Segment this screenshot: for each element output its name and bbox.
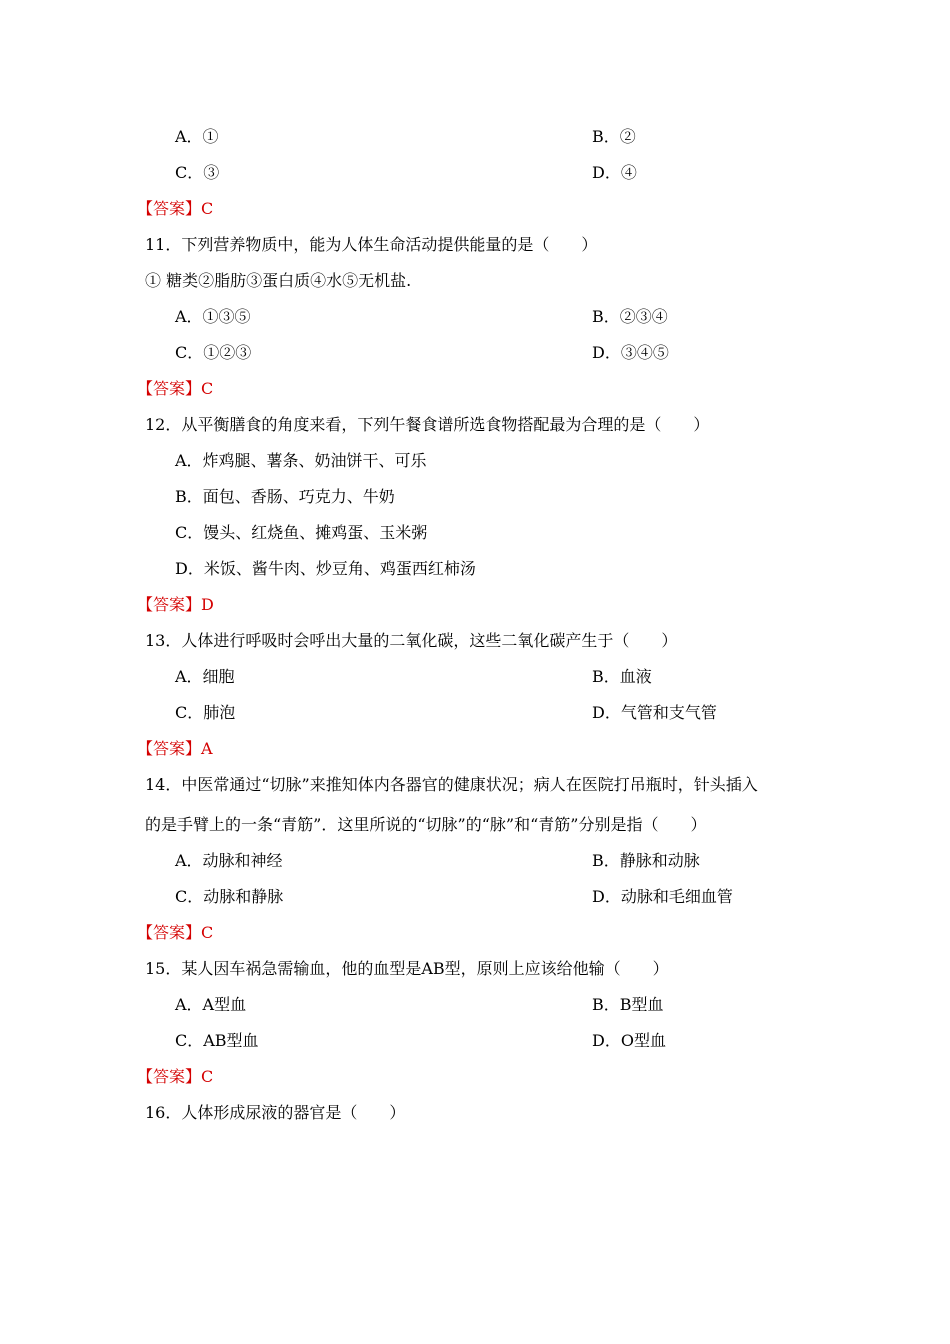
- q11-option-c: C．①②③: [175, 343, 252, 362]
- q15-option-d: D．O型血: [592, 1031, 666, 1050]
- q11-stem: 11．下列营养物质中，能为人体生命活动提供能量的是（ ）: [145, 235, 598, 254]
- answer-value: C: [201, 199, 214, 218]
- q15-option-a: A．A型血: [175, 995, 247, 1014]
- q12-option-a: A．炸鸡腿、薯条、奶油饼干、可乐: [175, 451, 427, 470]
- q15-answer: [137, 1066, 213, 1088]
- q14-stem-line-1: 14．中医常通过“切脉”来推知体内各器官的健康状况；病人在医院打吊瓶时，针头插入: [145, 775, 758, 794]
- q16-stem: 16．人体形成尿液的器官是（ ）: [145, 1103, 406, 1122]
- q12-answer: [137, 594, 214, 616]
- answer-label: 【答案】: [137, 739, 202, 758]
- answer-label: 【答案】: [137, 923, 202, 942]
- q14-option-a: A．动脉和神经: [175, 851, 283, 870]
- answer-label: 【答案】: [137, 199, 202, 218]
- q13-option-c: C．肺泡: [175, 703, 236, 722]
- q11-items: ① 糖类②脂肪③蛋白质④水⑤无机盐.: [145, 271, 412, 290]
- q10-option-b: B．②: [592, 127, 636, 146]
- q14-option-c: C．动脉和静脉: [175, 887, 284, 906]
- q13-option-d: D．气管和支气管: [592, 703, 717, 722]
- answer-label: 【答案】: [137, 595, 202, 614]
- answer-value: D: [201, 595, 214, 614]
- q14-option-d: D．动脉和毛细血管: [592, 887, 733, 906]
- q10-option-a: A．①: [175, 127, 219, 146]
- answer-label: 【答案】: [137, 1067, 202, 1086]
- answer-value: A: [201, 739, 213, 758]
- q13-option-b: B．血液: [592, 667, 652, 686]
- q15-option-c: C．AB型血: [175, 1031, 259, 1050]
- q12-stem: 12．从平衡膳食的角度来看，下列午餐食谱所选食物搭配最为合理的是（ ）: [145, 415, 710, 434]
- q10-option-d: D．④: [592, 163, 637, 182]
- q11-option-d: D．③④⑤: [592, 343, 669, 362]
- q10-option-c: C．③: [175, 163, 220, 182]
- q14-option-b: B．静脉和动脉: [592, 851, 700, 870]
- q10-answer: [137, 198, 213, 220]
- q13-stem: 13．人体进行呼吸时会呼出大量的二氧化碳，这些二氧化碳产生于（ ）: [145, 631, 678, 650]
- answer-value: C: [201, 379, 214, 398]
- q12-option-b: B．面包、香肠、巧克力、牛奶: [175, 487, 395, 506]
- q14-stem-line-2: 的是手臂上的一条“青筋”．这里所说的“切脉”的“脉”和“青筋”分别是指（ ）: [145, 815, 707, 834]
- q12-option-c: C．馒头、红烧鱼、摊鸡蛋、玉米粥: [175, 523, 428, 542]
- q15-option-b: B．B型血: [592, 995, 664, 1014]
- answer-value: C: [201, 1067, 214, 1086]
- answer-label: 【答案】: [137, 379, 202, 398]
- q11-option-a: A．①③⑤: [175, 307, 251, 326]
- q12-option-d: D．米饭、酱牛肉、炒豆角、鸡蛋西红柿汤: [175, 559, 476, 578]
- q13-option-a: A．细胞: [175, 667, 235, 686]
- answer-value: C: [201, 923, 214, 942]
- q13-answer: [137, 738, 213, 760]
- q14-answer: [137, 922, 213, 944]
- q11-option-b: B．②③④: [592, 307, 668, 326]
- q15-stem: 15．某人因车祸急需输血，他的血型是AB型，原则上应该给他输（ ）: [145, 959, 669, 978]
- q11-answer: [137, 378, 213, 400]
